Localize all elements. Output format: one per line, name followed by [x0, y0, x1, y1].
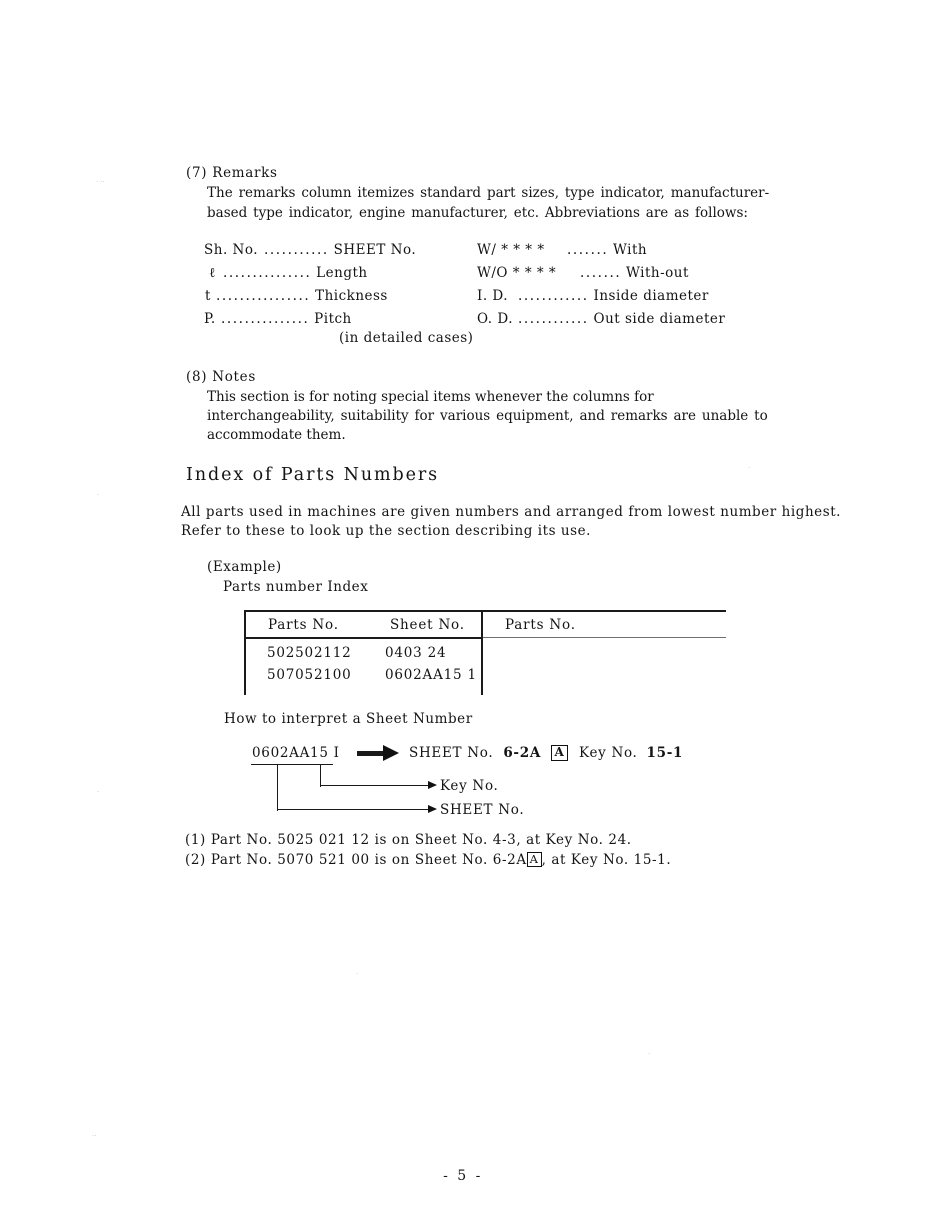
abbreviation-meaning: With-out — [626, 265, 689, 281]
sheet-diagram-arrow-icon — [383, 745, 399, 761]
notes-heading: (8) Notes — [186, 369, 256, 385]
table-row: 507052100 — [267, 667, 352, 683]
table-left-border — [244, 610, 246, 695]
table-header-cell: Parts No. — [505, 617, 576, 633]
abbreviation-detail-note: (in detailed cases) — [339, 330, 474, 346]
result-key-prefix: Key No. — [579, 745, 638, 761]
abbreviation-term: ℓ — [209, 265, 216, 281]
sheet-diagram-title: How to interpret a Sheet Number — [224, 711, 473, 727]
abbreviation-dots: ....... — [567, 242, 609, 258]
sheet-diagram-arrow-shaft — [357, 751, 384, 756]
scan-artifact: . — [356, 968, 359, 976]
abbreviation-row — [477, 288, 709, 304]
abbreviation-term: W/O * * * * — [477, 265, 557, 281]
table-column-divider — [481, 610, 483, 695]
example-label: (Example) — [207, 559, 282, 575]
table-header-cell: Parts No. — [268, 617, 339, 633]
footnote-index: (2) — [185, 852, 206, 868]
abbreviation-meaning: Out side diameter — [593, 311, 726, 327]
footnote-item — [185, 852, 671, 868]
footnote-text-tail: , at Key No. 15-1. — [541, 852, 672, 868]
index-section-title: Index of Parts Numbers — [186, 465, 439, 485]
abbreviation-term: W/ * * * * — [477, 242, 545, 258]
leader-key-label: Key No. — [440, 778, 499, 794]
footnote-suffix-box: A — [527, 852, 542, 867]
leader-key-vertical — [320, 764, 321, 787]
table-header-cell: Sheet No. — [390, 617, 465, 633]
abbreviation-row — [209, 265, 368, 281]
scan-artifact: . — [97, 489, 100, 497]
abbreviation-row — [477, 265, 689, 281]
scan-artifact: . .. — [96, 176, 105, 184]
abbreviation-row — [204, 242, 416, 258]
abbreviation-term: t — [205, 288, 211, 304]
abbreviation-meaning: Length — [316, 265, 368, 281]
abbreviation-dots: ....... — [580, 265, 622, 281]
scan-artifact: . — [748, 462, 751, 470]
abbreviation-dots: ............... — [221, 311, 310, 327]
abbreviation-meaning: Thickness — [315, 288, 388, 304]
leader-sheet-arrow-icon — [428, 805, 437, 813]
footnote-text: Part No. 5025 021 12 is on Sheet No. 4-3, at Key No. 24. — [210, 832, 632, 848]
remarks-paragraph-line-2: based type indicator, engine manufacturer, etc. Abbreviations are as follows: — [207, 205, 748, 221]
footnote-item — [185, 832, 632, 848]
leader-key-arrow-icon — [428, 781, 437, 789]
abbreviation-dots: ........... — [264, 242, 329, 258]
abbreviation-dots: ............ — [518, 288, 589, 304]
abbreviation-row — [205, 288, 388, 304]
notes-paragraph-line-3: accommodate them. — [207, 427, 346, 443]
leader-key-horizontal — [320, 785, 429, 786]
table-row: 502502112 — [267, 645, 352, 661]
remarks-heading: (7) Remarks — [186, 165, 278, 181]
abbreviation-term: Sh. No. — [204, 242, 259, 258]
sheet-diagram-result — [409, 745, 683, 761]
abbreviation-meaning: SHEET No. — [333, 242, 417, 258]
index-paragraph-line-2: Refer to these to look up the section describing its use. — [181, 523, 591, 539]
footnote-index: (1) — [185, 832, 206, 848]
abbreviation-term: P. — [204, 311, 216, 327]
scan-artifact: .. — [92, 1130, 97, 1138]
example-subtitle: Parts number Index — [223, 579, 369, 595]
table-header-rule — [244, 637, 483, 639]
result-sheet-value: 6-2A — [503, 745, 541, 761]
abbreviation-meaning: With — [613, 242, 648, 258]
parts-number-index-table — [244, 610, 726, 695]
abbreviation-meaning: Pitch — [314, 311, 352, 327]
result-sheet-suffix-box: A — [551, 745, 568, 761]
scan-artifact: . — [97, 786, 100, 794]
abbreviation-dots: ............ — [518, 311, 589, 327]
abbreviation-row — [477, 311, 725, 327]
footnote-text: Part No. 5070 521 00 is on Sheet No. 6-2A — [210, 852, 527, 868]
leader-sheet-horizontal — [277, 809, 429, 810]
abbreviation-dots: ............... — [223, 265, 312, 281]
leader-sheet-vertical — [277, 764, 278, 811]
abbreviation-row — [477, 242, 647, 258]
leader-sheet-label: SHEET No. — [440, 802, 525, 818]
abbreviation-row — [204, 311, 352, 327]
index-paragraph-line-1: All parts used in machines are given numbers and arranged from lowest number highest. — [181, 504, 842, 520]
result-key-value: 15-1 — [646, 745, 684, 761]
scan-artifact: . — [648, 1048, 651, 1056]
result-sheet-prefix: SHEET No. — [409, 745, 494, 761]
abbreviation-dots: ................ — [216, 288, 311, 304]
notes-paragraph-line-1: This section is for noting special items whenever the columns for — [207, 389, 654, 405]
abbreviation-meaning: Inside diameter — [593, 288, 709, 304]
abbreviation-term: I. D. — [477, 288, 509, 304]
sheet-diagram-source-code: 0602AA15 I — [252, 745, 340, 761]
notes-paragraph-line-2: interchangeability, suitability for various equipment, and remarks are unable to — [207, 408, 768, 424]
page-number: - 5 - — [443, 1168, 483, 1184]
table-row: 0602AA15 1 — [385, 667, 477, 683]
table-top-border — [244, 610, 726, 612]
table-row: 0403 24 — [385, 645, 447, 661]
remarks-paragraph-line-1: The remarks column itemizes standard part sizes, type indicator, manufacturer- — [207, 185, 770, 201]
abbreviation-term: O. D. — [477, 311, 513, 327]
table-header-rule-right — [483, 637, 726, 638]
